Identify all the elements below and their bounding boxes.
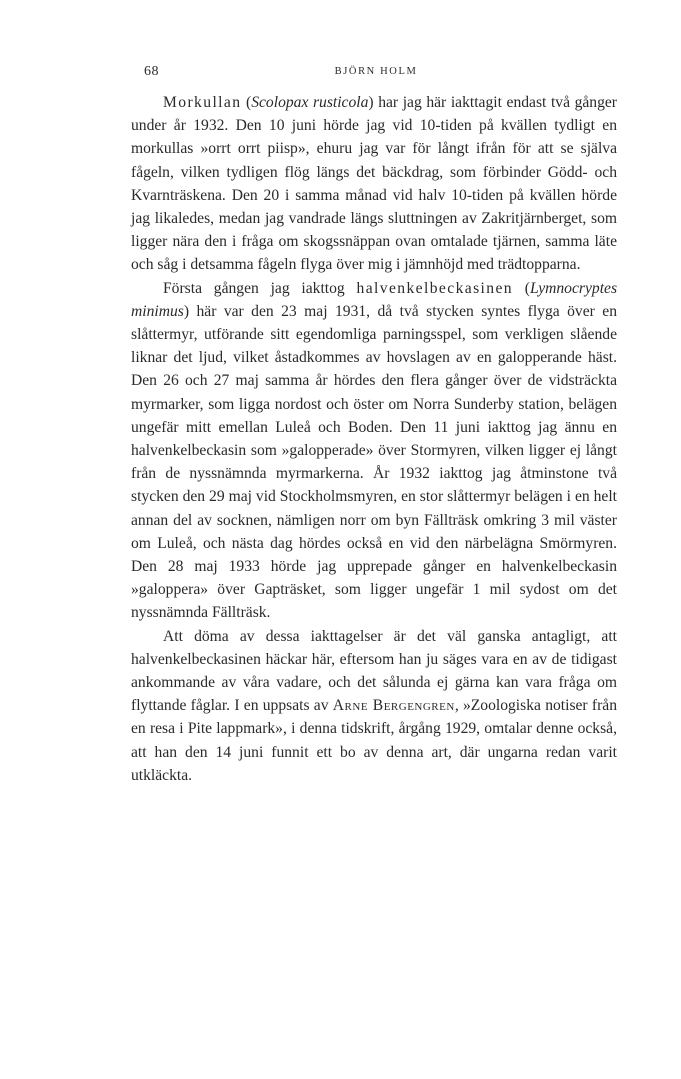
text-run: har jag här iakttagit endast två gånger under år 1932. Den 10 juni hörde jag vid 10-tiden på kvällen tydligt en morkullas »orrt orrt piisp», ehuru jag var för långt ifrån för att se själva fågeln, vilken tydligen flög längs det bäckdrag, som förbinder Gödd- och Kvarnträskena. Den 20 i samma månad vid halv 10-tiden på kvällen hörde jag likaledes, medan jag vandrade längs sluttningen av Zakritjärnberget, som ligger nära den i fråga om skogssnäppan ovan omtalade tjärnen, samma läte och såg i detsamma fågeln flyga över mig i jämnhöjd med trädtopparna. (131, 94, 617, 274)
text-run: Första gången jag iakttog (163, 279, 357, 297)
running-head: BJÖRN HOLM (334, 66, 418, 77)
species-name: halvenkelbeckasinen (356, 279, 514, 297)
paragraph-conclusion (131, 625, 617, 787)
latin-name: Scolopax rusticola (251, 94, 369, 111)
page-number: 68 (144, 64, 159, 79)
text-run: ( (513, 279, 530, 297)
paragraph-woodcock (131, 91, 617, 277)
body-text (131, 91, 617, 787)
text-run: Att döma av dessa iakttagelser är det väl ganska antagligt, att halvenkelbeckasinen häckar här, eftersom han ju säges vara en av de tidigast ankommande av våra vadare, och det sålunda ej gärna kan vara fråga om flyttande fåglar. I en uppsats av (131, 627, 617, 715)
text-run: ) här var den 23 maj 1931, då två stycken syntes flyga över en slåttermyr, utförande sitt egendomliga parningsspel, som verkligen slående liknar det ljud, vilket åstadkommes av hovslagen av en galopperande häst. Den 26 och 27 maj samma år hördes den flera gånger över de vidsträckta myrmarker, som ligga nordost och öster om Norra Sunderby station, belägen ungefär mitt emellan Luleå och Boden. Den 11 juni iakttog jag ännu en halvenkelbeckasin som »galopperade» över Stormyren, vilken ligger ej långt från de nyssnämnda myrmarkerna. År 1932 iakttog jag åtminstone två stycken den 29 maj vid Stockholmsmyren, en stor slåttermyr belägen i en helt annan del av socknen, nämligen norr om byn Fällträsk omkring 3 mil väster om Luleå, och nästa dag hördes också en vid den närbelägna Smörmyren. Den 28 maj 1933 hörde jag upprepade gånger en halvenkelbeckasin »galoppera» över Gapträsket, som ligger ungefär 1 mil sydost om det nyssnämnda Fällträsk. (131, 302, 617, 622)
paragraph-jack-snipe (131, 277, 617, 625)
author-name: Arne Bergengren (332, 697, 455, 715)
text-run: ( (241, 94, 252, 111)
latin-name: Lymnocryptes minimus (131, 279, 618, 320)
species-name: Morkullan (163, 94, 242, 111)
text-run: , »Zoologiska notiser från en resa i Pite lappmark», i denna tidskrift, årgång 1929, omtalar denne också, att han den 14 juni funnit ett bo av denna art, där ungarna redan varit utkläckta. (131, 697, 617, 784)
text-run: ) (368, 94, 374, 111)
page-header (144, 64, 616, 84)
